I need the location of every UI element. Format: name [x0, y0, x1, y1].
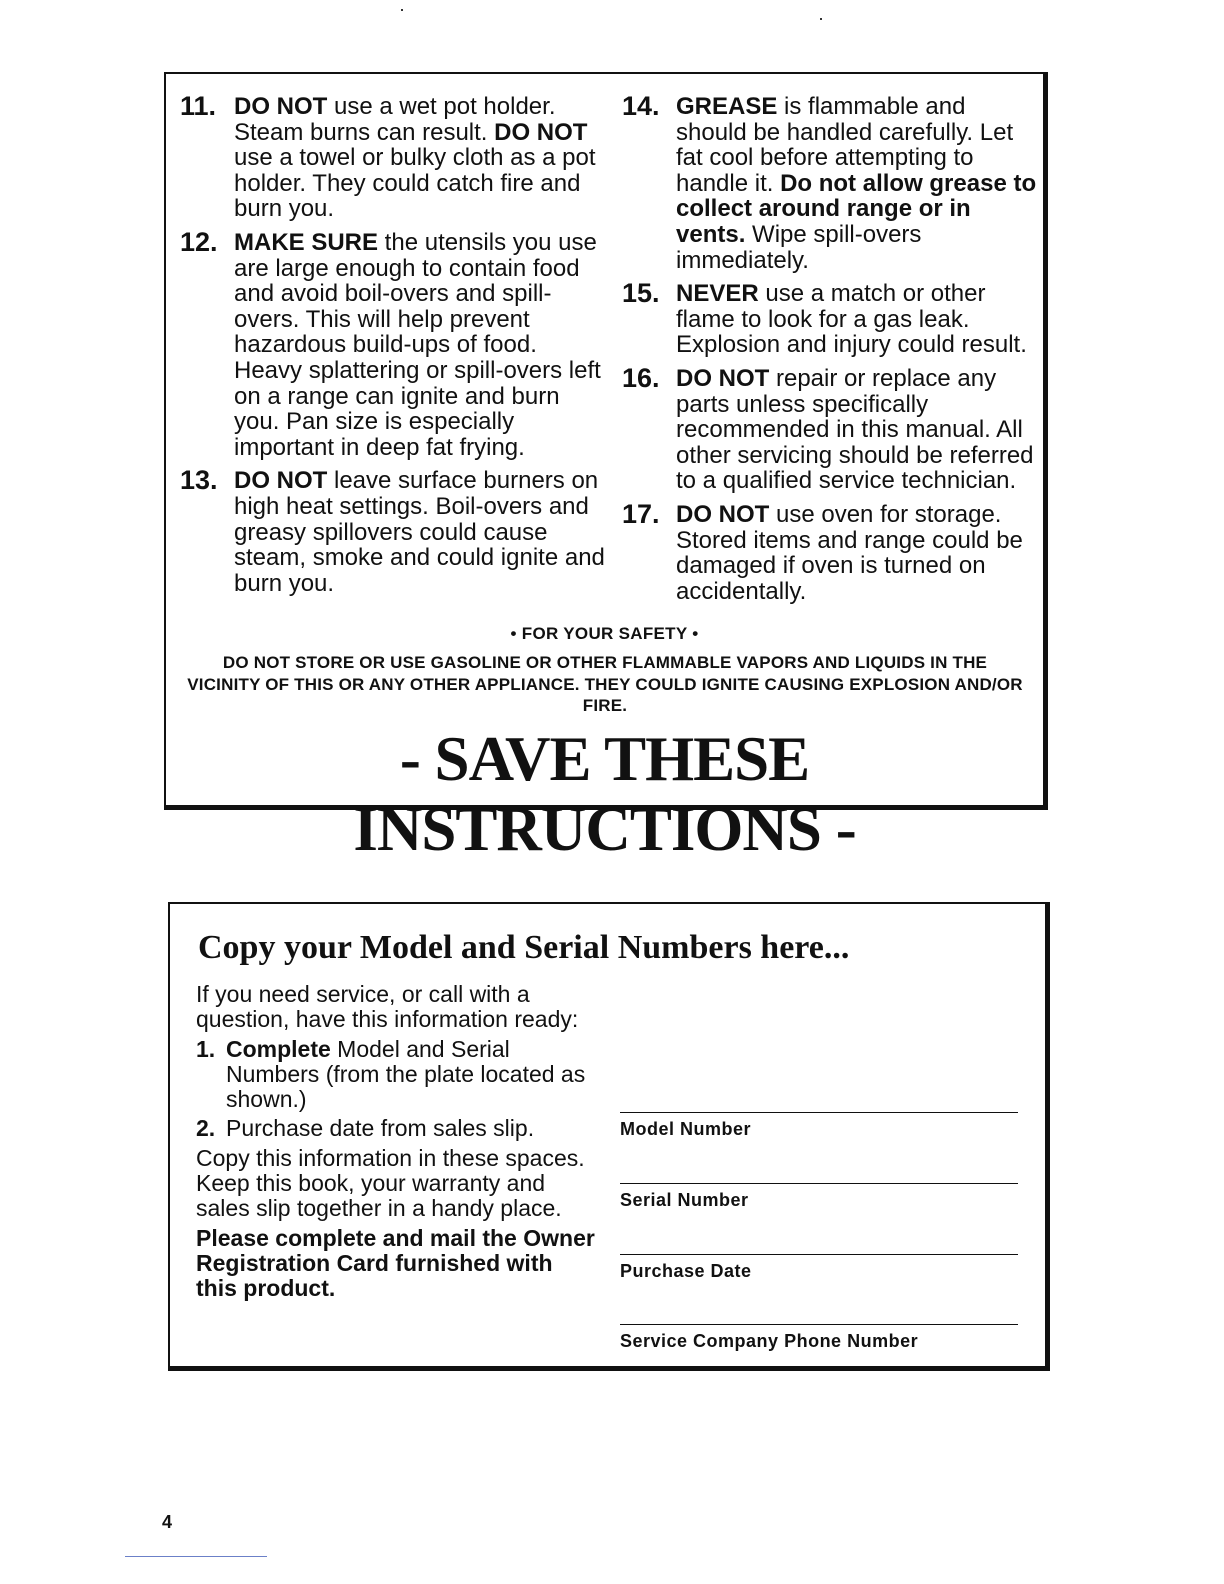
- registration-reminder: Please complete and mail the Owner Registration Card furnished with this product.: [196, 1224, 595, 1302]
- item-text: Wipe spill-overs immediately.: [676, 220, 922, 274]
- step-bold-text: Complete: [226, 1035, 331, 1062]
- item-text: leave surface burners on high heat settings. Boil-overs and greasy spillovers could cause steam, smoke and could ignite and burn you.: [234, 467, 605, 597]
- item-emphasis: DO NOT: [676, 364, 770, 392]
- item-emphasis: DO NOT: [234, 93, 328, 120]
- item-text: is flammable and should be handled carefully. Let fat cool before attempting to handle it.: [676, 93, 1014, 197]
- save-instructions-title: - SAVE THESE INSTRUCTIONS -: [353, 724, 856, 864]
- item-emphasis: DO NOT: [494, 118, 588, 146]
- serial-number-field[interactable]: Serial Number: [620, 1183, 1018, 1211]
- scan-speck: [401, 9, 403, 11]
- safety-item: [180, 91, 610, 223]
- safety-items-right-column: [622, 91, 1042, 612]
- item-text: the utensils you use are large enough to contain food and avoid boil-overs and spill-overs. This will help prevent hazardous build-ups of food. Heavy splattering or spill-overs left on a range can ignite and burn you. Pan size is especially important in deep fat frying.: [234, 228, 601, 461]
- step-text: Purchase date from sales slip.: [226, 1115, 535, 1142]
- item-text: use a match or other flame to look for a gas leak. Explosion and injury could result.: [676, 280, 1027, 359]
- safety-instructions-box: [164, 72, 1048, 864]
- step-item: [196, 1037, 596, 1113]
- instruction-text: Copy this information in these spaces. Keep this book, your warranty and sales slip together in a handy place.: [196, 1144, 585, 1222]
- item-emphasis: Do not allow grease to collect around range or in vents.: [676, 169, 1037, 248]
- safety-item: [622, 278, 1042, 359]
- model-number-field[interactable]: Model Number: [620, 1112, 1018, 1140]
- safety-item: [180, 465, 610, 597]
- step-item: [196, 1116, 596, 1141]
- safety-item: [622, 498, 1042, 605]
- step-text: Model and Serial Numbers (from the plate located as shown.): [226, 1035, 586, 1113]
- page-number: 4: [162, 1512, 173, 1532]
- item-text: use a towel or bulky cloth as a pot holder. They could catch fire and burn you.: [234, 144, 596, 223]
- item-number: 11.: [180, 91, 217, 121]
- item-number: 12.: [180, 226, 218, 257]
- item-emphasis: DO NOT: [676, 500, 770, 528]
- item-number: 14.: [622, 91, 660, 121]
- intro-text: If you need service, or call with a question, have this information ready:: [196, 981, 579, 1033]
- service-phone-field[interactable]: Service Company Phone Number: [620, 1324, 1018, 1352]
- copy-box-title: Copy your Model and Serial Numbers here...: [198, 929, 850, 966]
- footer-rule: [125, 1556, 267, 1557]
- item-emphasis: NEVER: [676, 280, 759, 308]
- safety-item: [622, 362, 1042, 495]
- item-number: 16.: [622, 362, 660, 393]
- item-number: 17.: [622, 498, 660, 529]
- item-text: repair or replace any parts unless specifically recommended in this manual. All other servicing should be referred to a qualified service technician.: [676, 364, 1034, 495]
- safety-warning-text: DO NOT STORE OR USE GASOLINE OR OTHER FLAMMABLE VAPORS AND LIQUIDS IN THE VICINITY OF THIS OR ANY OTHER APPLIANCE. THEY COULD IGNITE CAUSING EXPLOSION AND/OR FIRE.: [187, 653, 1023, 715]
- purchase-date-field[interactable]: Purchase Date: [620, 1254, 1018, 1282]
- safety-items-left-column: [180, 91, 610, 604]
- item-emphasis: GREASE: [676, 93, 778, 120]
- safety-item: [622, 91, 1042, 274]
- model-serial-box: [168, 902, 1050, 1371]
- item-text: use a wet pot holder. Steam burns can result.: [234, 93, 556, 146]
- item-emphasis: DO NOT: [234, 467, 328, 495]
- scan-speck: [820, 18, 822, 20]
- item-emphasis: MAKE SURE: [234, 228, 379, 256]
- step-number: 1.: [196, 1035, 216, 1062]
- safety-item: [180, 226, 610, 461]
- item-text: use oven for storage. Stored items and range could be damaged if oven is turned on accidentally.: [676, 500, 1023, 605]
- item-number: 13.: [180, 465, 218, 496]
- step-number: 2.: [196, 1115, 216, 1142]
- safety-heading: • FOR YOUR SAFETY •: [510, 624, 699, 643]
- item-number: 15.: [622, 278, 660, 309]
- copy-instructions: [196, 982, 596, 1306]
